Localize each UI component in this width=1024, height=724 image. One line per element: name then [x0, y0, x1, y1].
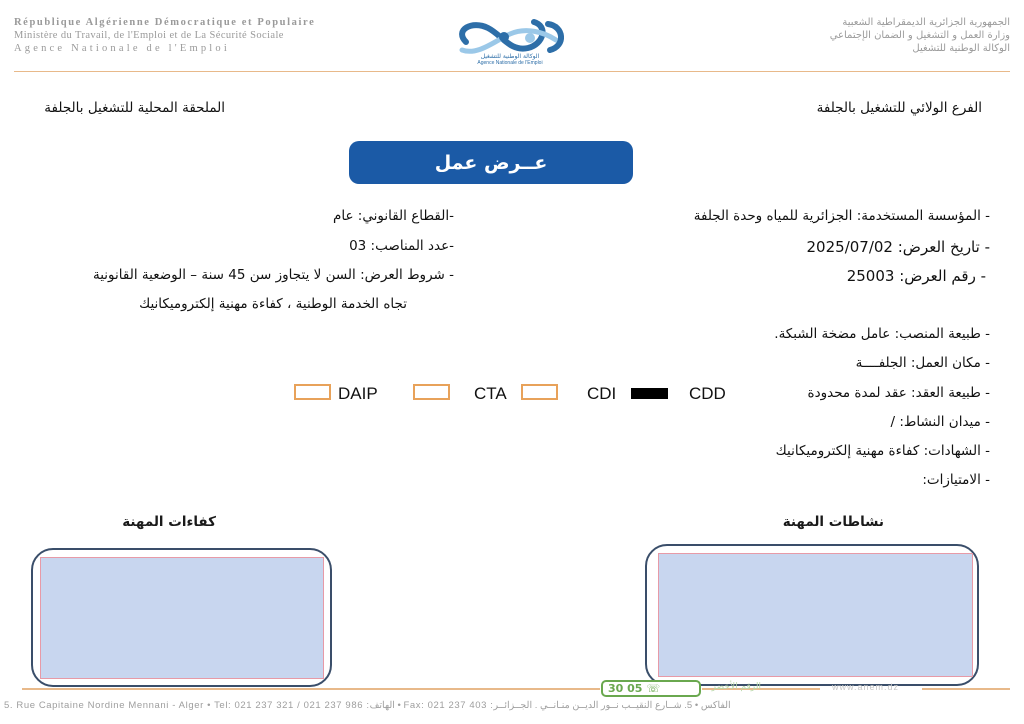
field-conditions-line2: تجاه الخدمة الوطنية ، كفاءة مهنية إلكتروميكانيك	[139, 296, 407, 312]
contract-label-cdd: CDD	[689, 384, 726, 403]
phone-icon: ☏	[646, 682, 661, 695]
footer-line-right	[922, 688, 1010, 690]
contract-label-cta: CTA	[474, 384, 507, 403]
header-ar-line2: وزارة العمل و التشغيل و الضمان الإجتماعي	[829, 30, 1010, 41]
field-benefits: - الامتيازات:	[922, 472, 990, 488]
header-ar-line1: الجمهورية الجزائرية الديمقراطية الشعبية	[842, 17, 1010, 28]
header-fr	[14, 16, 414, 55]
job-offer-banner	[349, 141, 633, 184]
banner-title: عــرض عمل	[434, 151, 548, 174]
header-ar	[610, 16, 1010, 55]
field-legal-sector: -القطاع القانوني: عام	[332, 208, 454, 224]
checkbox-cta[interactable]	[413, 384, 450, 400]
field-position: - طبيعة المنصب: عامل مضخة الشبكة.	[774, 326, 990, 342]
checkbox-cta-right[interactable]	[521, 384, 558, 400]
activities-panel[interactable]	[645, 544, 979, 686]
field-employer: - المؤسسة المستخدمة: الجزائرية للمياه وحدة الجلفة	[693, 208, 990, 224]
footer-website[interactable]: www.anem.dz	[832, 682, 900, 692]
green-number-badge	[601, 680, 761, 697]
logo-caption-ar: الوكالة الوطنية للتشغيل	[480, 53, 540, 60]
field-offer-date: - تاريخ العرض: 2025/07/02	[806, 238, 990, 256]
field-contract-nature: - طبيعة العقد: عقد لمدة محدودة	[807, 385, 990, 401]
skills-title: كفاءات المهنة	[122, 514, 216, 530]
field-offer-number: - رقم العرض: 25003	[846, 267, 986, 285]
skills-panel[interactable]	[31, 548, 332, 687]
green-number-label: الرقم الأخضر	[711, 682, 761, 692]
field-conditions-line1: - شروط العرض: السن لا يتجاوز سن 45 سنة – الوضعية القانونية	[92, 267, 454, 283]
activities-title: نشاطات المهنة	[782, 514, 884, 530]
header-ar-line3: الوكالة الوطنية للتشغيل	[912, 43, 1010, 54]
footer-address: 5. Rue Capitaine Nordine Mennani - Alger • Tel: 021 237 321 / 021 237 986 :الهاتف • Fax: 021 237 403 :الفاكس • 5. شــارع النقيــب نــور الديــن منـانــي . الجــزائــر	[4, 700, 731, 711]
header-fr-line3: Agence Nationale de l'Emploi	[14, 43, 230, 54]
skills-panel-area[interactable]	[40, 557, 324, 679]
branch-wilaya: الفرع الولائي للتشغيل بالجلفة	[816, 100, 982, 116]
checkbox-daip[interactable]	[294, 384, 331, 400]
field-positions-count: -عدد المناصب: 03	[349, 238, 454, 254]
header-fr-line2: Ministère du Travail, de l'Emploi et de La Sécurité Sociale	[14, 30, 284, 41]
contract-label-daip: DAIP	[338, 384, 378, 403]
field-activity: - ميدان النشاط: /	[890, 414, 990, 430]
branch-local: الملحقة المحلية للتشغيل بالجلفة	[44, 100, 225, 116]
header-fr-line1: République Algérienne Démocratique et Populaire	[14, 17, 316, 28]
contract-label-cdi: CDI	[587, 384, 617, 403]
logo-caption-fr: Agence Nationale de l'Emploi	[477, 60, 543, 66]
checkbox-cdi[interactable]	[631, 388, 668, 399]
green-number: 30 05	[608, 682, 643, 695]
footer-line-left	[22, 688, 600, 690]
field-workplace: - مكان العمل: الجلفــــة	[855, 355, 990, 371]
activities-panel-area[interactable]	[658, 553, 973, 677]
field-certificates: - الشهادات: كفاءة مهنية إلكتروميكانيك	[775, 443, 990, 459]
header-divider	[14, 71, 1010, 72]
